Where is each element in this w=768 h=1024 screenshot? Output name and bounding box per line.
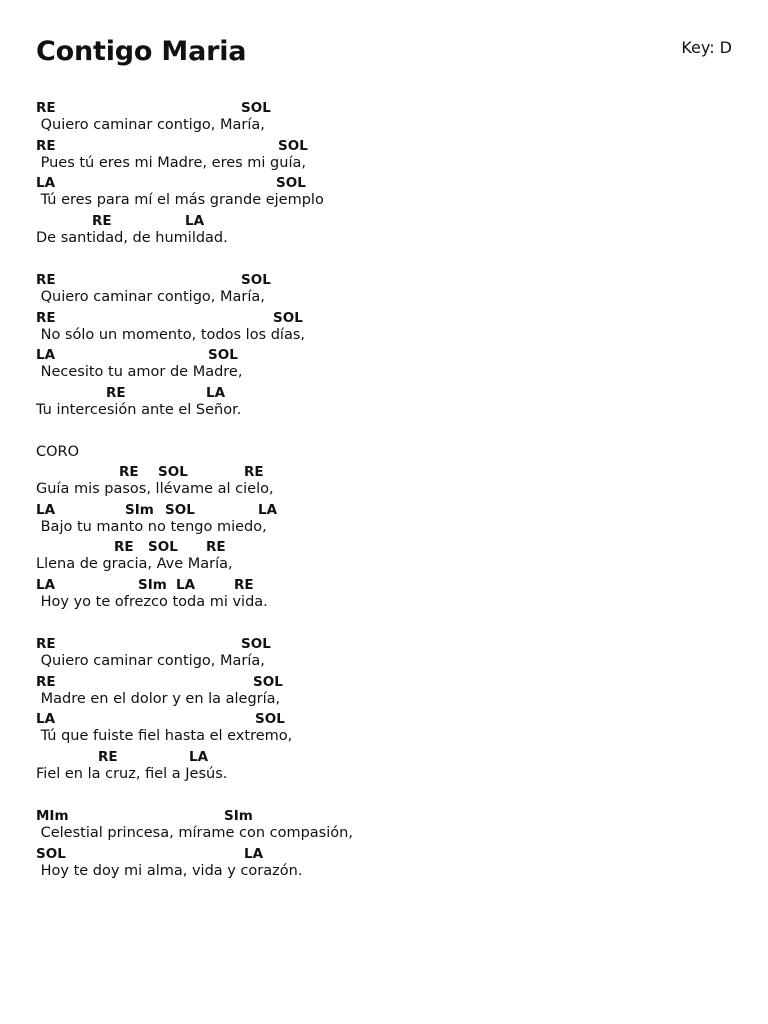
chord: RE (36, 137, 56, 154)
chord: SIm (138, 576, 167, 593)
chord: SOL (241, 272, 271, 288)
chord: SOL (148, 539, 178, 555)
chord: LA (206, 384, 226, 401)
chord: LA (176, 576, 196, 593)
verse-block (36, 634, 732, 784)
chord: LA (36, 576, 56, 593)
chord: RE (244, 464, 264, 480)
chord: RE (36, 673, 56, 690)
chord: RE (36, 309, 56, 326)
song-line (36, 462, 732, 500)
chord: SOL (273, 309, 303, 326)
song-line (36, 537, 732, 575)
chord: SIm (125, 501, 154, 518)
chord: SOL (278, 137, 308, 154)
chord: RE (98, 748, 118, 765)
song-line (36, 575, 732, 613)
chord: LA (185, 212, 205, 229)
chord: SOL (158, 464, 188, 480)
chord: LA (36, 347, 56, 363)
chord: MIm (36, 808, 69, 824)
verse-block (36, 270, 732, 420)
song-line (36, 672, 732, 710)
section-label: CORO (36, 444, 80, 460)
chord: SOL (241, 636, 271, 652)
chord: LA (244, 845, 264, 862)
lyric-line: Quiero caminar contigo, María, (36, 117, 265, 133)
song-line (36, 211, 732, 249)
lyric-line: No sólo un momento, todos los días, (36, 326, 306, 343)
chord: RE (206, 539, 226, 555)
song-line (36, 709, 732, 747)
chord: SOL (208, 347, 238, 363)
lyric-line: Bajo tu manto no tengo miedo, (36, 518, 267, 535)
chord: LA (36, 175, 56, 191)
chord: RE (36, 272, 56, 288)
chord: SOL (255, 711, 285, 727)
lyric-line: Tú eres para mí el más grande ejemplo (36, 192, 324, 208)
lyric-line: Celestial princesa, mírame con compasión, (36, 825, 353, 841)
lyric-line: Hoy te doy mi alma, vida y corazón. (36, 862, 303, 879)
verse-block (36, 806, 732, 881)
song-body (36, 98, 732, 903)
lyric-line: Quiero caminar contigo, María, (36, 289, 265, 305)
chord: RE (234, 576, 254, 593)
chord: RE (119, 464, 139, 480)
lyric-line: Tu intercesión ante el Señor. (36, 401, 242, 418)
lyric-line: Llena de gracia, Ave María, (36, 556, 233, 572)
chord: RE (36, 636, 56, 652)
chord: LA (36, 501, 56, 518)
song-key: Key: D (681, 38, 732, 57)
song-line (36, 173, 732, 211)
song-line (36, 634, 732, 672)
chord: SOL (253, 673, 283, 690)
chord: RE (114, 539, 134, 555)
chord: LA (189, 748, 209, 765)
lyric-line: Madre en el dolor y en la alegría, (36, 690, 281, 707)
chord: SOL (165, 501, 195, 518)
chord: SOL (241, 100, 271, 116)
song-line (36, 136, 732, 174)
chord: SOL (36, 845, 66, 862)
lyric-line: Necesito tu amor de Madre, (36, 364, 243, 380)
lyric-line: Quiero caminar contigo, María, (36, 653, 265, 669)
song-line (36, 747, 732, 785)
lyric-line: Guía mis pasos, llévame al cielo, (36, 481, 274, 497)
verse-block (36, 442, 732, 612)
lyric-line: Pues tú eres mi Madre, eres mi guía, (36, 154, 306, 171)
song-title: Contigo Maria (36, 36, 247, 67)
song-line (36, 806, 732, 844)
chord: LA (258, 501, 278, 518)
chord: RE (92, 212, 112, 229)
song-line (36, 308, 732, 346)
chord: SIm (224, 808, 253, 824)
verse-block (36, 98, 732, 248)
song-line (36, 500, 732, 538)
song-line (36, 98, 732, 136)
chord: LA (36, 711, 56, 727)
song-line (36, 383, 732, 421)
lyric-line: Hoy yo te ofrezco toda mi vida. (36, 593, 268, 610)
song-line (36, 844, 732, 882)
lyric-line: Tú que fuiste fiel hasta el extremo, (36, 728, 293, 744)
lyric-line: Fiel en la cruz, fiel a Jesús. (36, 765, 228, 782)
lyric-line: De santidad, de humildad. (36, 229, 228, 246)
song-line (36, 345, 732, 383)
song-line (36, 270, 732, 308)
chord: RE (106, 384, 126, 401)
chord: RE (36, 100, 56, 116)
chord: SOL (276, 175, 306, 191)
